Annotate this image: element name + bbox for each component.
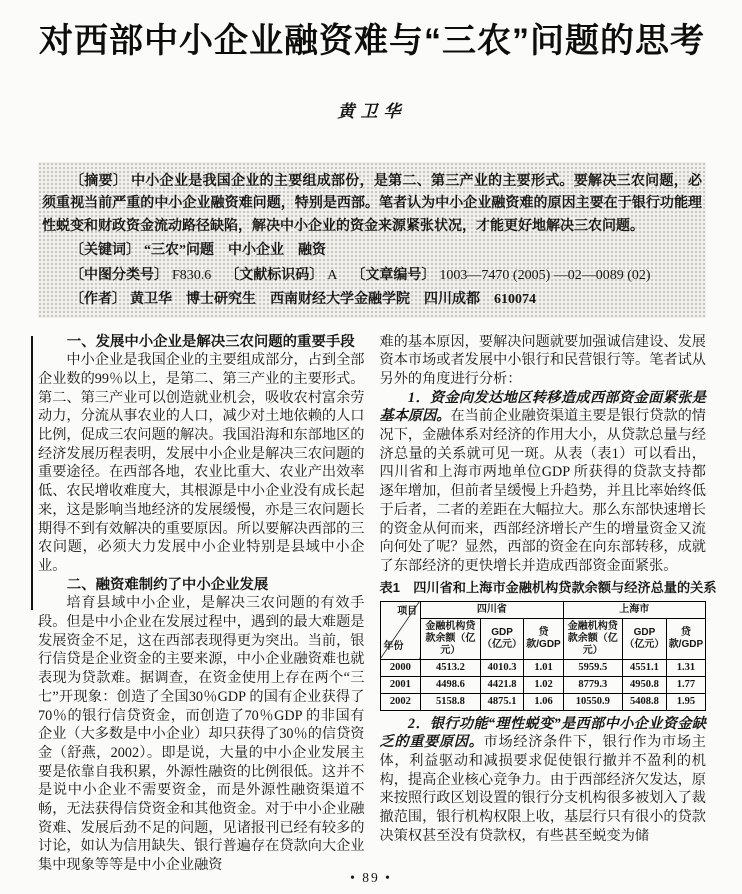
diagonal-label-item: 项目 xyxy=(397,605,418,617)
table-row xyxy=(380,693,706,710)
point-1-paragraph xyxy=(380,389,707,576)
abstract-line xyxy=(42,169,702,239)
value-cell: 4551.1 xyxy=(623,659,667,676)
loan-gdp-table xyxy=(380,601,707,711)
group-header-sichuan: 四川省 xyxy=(421,601,563,618)
page-number: • 89 • xyxy=(350,870,392,885)
doc-code-label: 〔文献标识码〕 xyxy=(225,265,324,282)
point-1-heading: 1．资金向发达地区转移造成西部资金面紧张是基本原因。 xyxy=(379,389,706,425)
value-cell: 1.31 xyxy=(666,659,705,676)
article-id-label: 〔文章编号〕 xyxy=(351,265,436,282)
year-cell: 2000 xyxy=(380,659,421,676)
year-cell: 2002 xyxy=(380,693,421,710)
doc-code-value: A xyxy=(327,267,338,283)
table-group-header-row xyxy=(380,601,706,618)
author-info: 黄卫华 博士研究生 西南财经大学金融学院 四川成都 610074 xyxy=(130,292,536,307)
table-row xyxy=(380,676,706,693)
diagonal-header-cell xyxy=(380,601,421,659)
point-2-text: 市场经济条件下，银行作为市场主体，利益驱动和减损要求促使银行撤并不盈利的机构，提高企业核心竞争力。由于西部经济欠发达，原来按照行政区划设置的银行分支机构很多被划入了裁撤范围，银行机构权限上收，基层行只有很小的贷款决策权甚至没有贷款权，有些甚至蜕变为储 xyxy=(379,734,706,844)
margin-rule xyxy=(31,336,33,610)
value-cell: 8779.3 xyxy=(563,676,622,693)
table-column-header-row xyxy=(380,618,706,659)
col-header: 金融机构贷款余额（亿元） xyxy=(421,618,480,659)
value-cell: 10550.9 xyxy=(563,693,622,710)
value-cell: 1.02 xyxy=(524,676,563,693)
value-cell: 1.95 xyxy=(666,693,705,710)
group-header-shanghai: 上海市 xyxy=(563,601,705,618)
right-column xyxy=(379,333,717,875)
value-cell: 4875.1 xyxy=(480,693,524,710)
article-id-value: 1003—7470 (2005) —02—0089 (02) xyxy=(439,267,651,283)
page-title: 对西部中小企业融资难与“三农”问题的思考 xyxy=(39,22,705,60)
diagonal-label-year: 年份 xyxy=(383,640,404,652)
value-cell: 1.01 xyxy=(524,659,563,676)
section-heading-2: 二、融资难制约了中小企业发展 xyxy=(66,576,269,593)
value-cell: 4010.3 xyxy=(480,659,524,676)
year-cell: 2001 xyxy=(380,676,421,693)
section-1-paragraph: 中小企业是我国企业的主要组成部分，占到全部企业数的99％以上，是第二、第三产业的主要形式。第二、第三产业可以创造就业机会，吸收农村富余劳动力，分流从事农业的人口，减少对土地依赖的人口比例，促成三农问题的解决。我国沿海和东部地区的经济发展历程表明，发展中小企业是解决三农问题的重要途径。在西部各地，农业比重大、农业产出效率低、农民增收难度大，其根源是中小企业没有成长起来，这是影响当地经济的发展缓慢，亦是三农问题长期得不到有效解决的重要原因。所以要解决西部的三农问题，必须大力发展中小企业特别是县域中小企业。 xyxy=(38,352,365,574)
clc-value: F830.6 xyxy=(172,267,212,283)
abstract-box xyxy=(38,162,706,318)
point-2-paragraph xyxy=(380,715,707,846)
keywords-line xyxy=(42,238,702,263)
keywords-text: “三农”问题 中小企业 融资 xyxy=(144,243,326,258)
author-info-line xyxy=(42,287,702,312)
point-1-text: 在当前企业融资渠道主要是银行贷款的情况下，金融体系对经济的作用大小，从贷款总量与经济总量的关系就可见一斑。从表（表1）可以看出，四川省和上海市两地单位GDP 所获得的贷款支持都逐年增加，但前者呈缓慢上升趋势，并且比率始终低于后者，二者的差距在大幅拉大。那么东部快速增长的资金从何而来，西部经济增长产生的增量资金又流向何处了呢？显然，西部的资金在向东部转移，成就了东部经济的更快增长并造成西部资金面紧张。 xyxy=(379,408,706,574)
value-cell: 1.77 xyxy=(666,676,705,693)
section-2-paragraph: 培育县域中小企业，是解决三农问题的有效手段。但是中小企业在发展过程中，遇到的最大难题是发展资金不足，这在西部表现得更为突出。当前，银行信贷是企业资金的主要来源，中小企业融资难也就表现为贷款难。据调查，在资金使用上存在两个“三七”开现象：创造了全国30％GDP 的国有企业获得了70％的银行信贷资金，而创造了70％GDP 的非国有企业（大多数是中小企业）却只获得了30％的信贷资金（舒燕，2002）。即是说，大量的中小企业发展主要是依靠自我积累，外源性融资的比例很低。这并不是说中小企业不需要资金，而是外源性融资渠道不畅，无法获得信贷资金和其他资金。对于中小企业融资难、发展后劲不足的问题，见诸报刊已经有较多的讨论，如认为信用缺失、银行普遍存在贷款向大企业集中现象等等是中小企业融资 xyxy=(38,595,365,874)
classification-line xyxy=(42,263,702,288)
author-label: 〔作者〕 xyxy=(70,290,126,306)
col-header: 贷款/GDP xyxy=(666,618,705,659)
value-cell: 5158.8 xyxy=(421,693,480,710)
col-header: GDP（亿元） xyxy=(480,618,524,659)
value-cell: 4498.6 xyxy=(421,676,480,693)
value-cell: 4950.8 xyxy=(623,676,667,693)
keywords-label: 〔关键词〕 xyxy=(70,241,140,257)
value-cell: 4421.8 xyxy=(480,676,524,693)
table-caption: 表1 四川省和上海市金融机构贷款余额与经济总量的关系 xyxy=(379,579,717,595)
continuation-paragraph: 难的基本原因，要解决问题就要加强诚信建设、发展资本市场或者发展中小银行和民营银行等。笔者试从另外的角度进行分析： xyxy=(379,333,706,387)
author-name: 黄卫华 xyxy=(337,101,407,121)
col-header: GDP（亿元） xyxy=(623,618,667,659)
clc-label: 〔中图分类号〕 xyxy=(70,265,168,282)
section-heading-1: 一、发展中小企业是解决三农问题的重要手段 xyxy=(66,333,355,350)
body-columns xyxy=(38,333,717,875)
table-row xyxy=(380,659,706,676)
col-header: 金融机构贷款余额（亿元） xyxy=(563,618,622,659)
value-cell: 5408.8 xyxy=(623,693,667,710)
abstract-text: 中小企业是我国企业的主要组成部份，是第二、第三产业的主要形式。要解决三农问题，必须重视当前严重的中小企业融资难问题，特别是西部。笔者认为中小企业融资难的原因主要在于银行功能理性蜕变和财政资金流动路径缺陷，解决中小企业的资金来源紧张状况，才能更好地解决三农问题。 xyxy=(42,173,703,234)
abstract-label: 〔摘要〕 xyxy=(70,171,128,188)
point-2-heading: 2．银行功能“理性蜕变”是西部中小企业资金缺乏的重要原因。 xyxy=(379,715,706,751)
value-cell: 1.06 xyxy=(524,693,563,710)
value-cell: 5959.5 xyxy=(563,659,622,676)
value-cell: 4513.2 xyxy=(421,659,480,676)
left-column xyxy=(38,333,365,875)
col-header: 贷款/GDP xyxy=(524,618,563,659)
